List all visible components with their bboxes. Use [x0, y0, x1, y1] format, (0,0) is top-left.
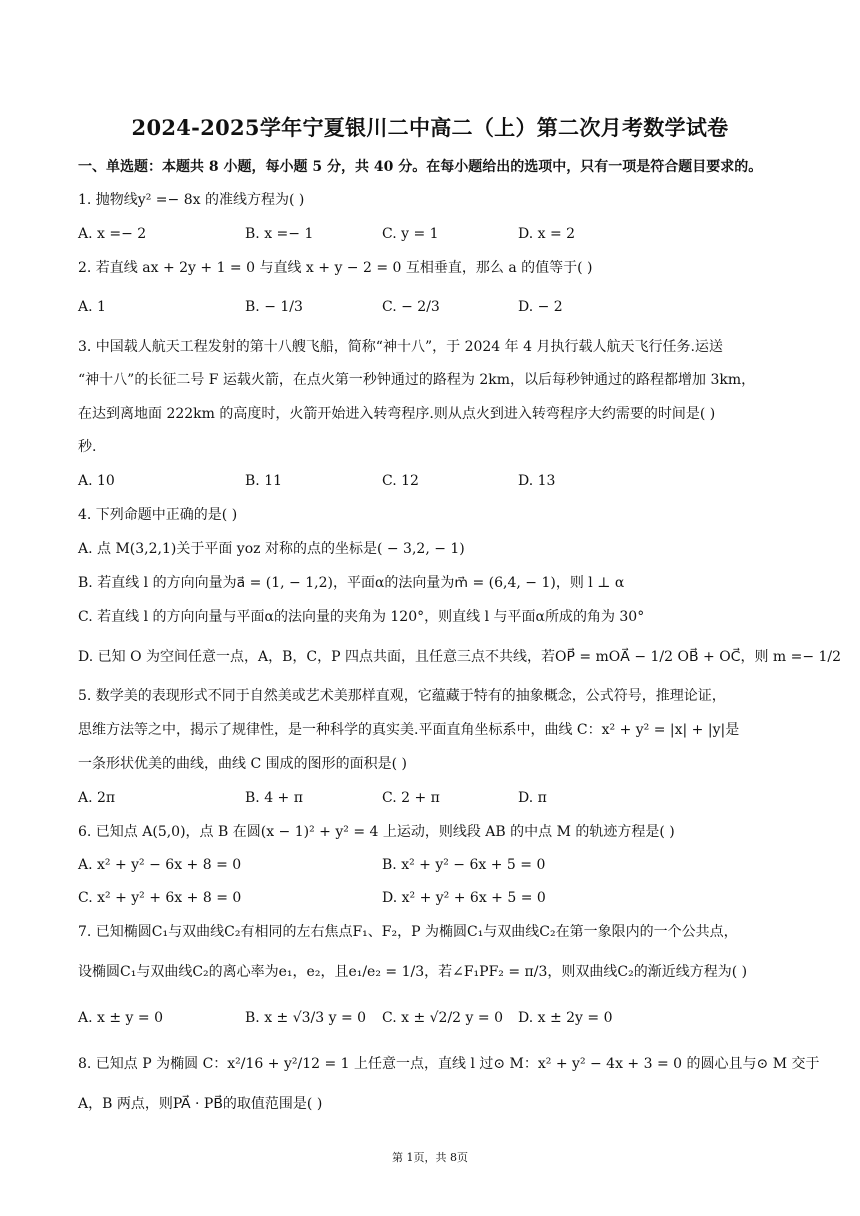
question-5-option-b: B. 4 + π: [245, 790, 303, 806]
question-4-option-a: A. 点 M(3,2,1)关于平面 yoz 对称的点的坐标是( − 3,2, − 1): [78, 541, 465, 557]
question-4-option-b: B. 若直线 l 的方向向量为a⃗ = (1, − 1,2)，平面α的法向量为m⃗ = (6,4, − 1)，则 l ⊥ α: [78, 575, 625, 591]
question-5-option-c: C. 2 + π: [382, 790, 440, 806]
question-6-stem: 6. 已知点 A(5,0)，点 B 在圆(x − 1)² + y² = 4 上运动，则线段 AB 的中点 M 的轨迹方程是( ): [78, 824, 675, 840]
question-1-option-d: D. x = 2: [518, 226, 576, 242]
question-5-option-d: D. π: [518, 790, 547, 806]
question-5-line-3: 一条形状优美的曲线，曲线 C 围成的图形的面积是( ): [78, 756, 407, 772]
question-7-option-d: D. x ± 2y = 0: [518, 1010, 613, 1026]
question-6-option-c: C. x² + y² + 6x + 8 = 0: [78, 890, 242, 906]
question-1-stem: 1. 抛物线y² =− 8x 的准线方程为( ): [78, 192, 305, 208]
question-7-line-2: 设椭圆C₁与双曲线C₂的离心率为e₁，e₂，且e₁/e₂ = 1/3，若∠F₁PF₂ = π/3，则双曲线C₂的渐近线方程为( ): [78, 964, 748, 980]
question-3-option-c: C. 12: [382, 473, 419, 489]
section-heading: 一、单选题：本题共 8 小题，每小题 5 分，共 40 分。在每小题给出的选项中，只有一项是符合题目要求的。: [78, 159, 763, 175]
question-2-option-b: B. − 1/3: [245, 299, 303, 315]
question-3-option-a: A. 10: [78, 473, 115, 489]
question-5-line-2: 思维方法等之中，揭示了规律性，是一种科学的真实美.平面直角坐标系中，曲线 C：x² + y² = |x| + |y|是: [78, 722, 740, 738]
question-2-option-d: D. − 2: [518, 299, 563, 315]
question-3-line-2: “神十八”的长征二号 F 运载火箭，在点火第一秒钟通过的路程为 2km，以后每秒钟通过的路程都增加 3km，: [78, 372, 756, 388]
question-6-option-d: D. x² + y² + 6x + 5 = 0: [382, 890, 546, 906]
page-title: 2024-2025学年宁夏银川二中高二（上）第二次月考数学试卷: [131, 115, 729, 140]
question-1-option-a: A. x =− 2: [78, 226, 147, 242]
question-4-option-c: C. 若直线 l 的方向向量与平面α的法向量的夹角为 120°，则直线 l 与平面α所成的角为 30°: [78, 609, 645, 625]
question-4-option-d: D. 已知 O 为空间任意一点，A，B，C，P 四点共面，且任意三点不共线，若OP⃗ = mOA⃗ − 1/2 OB⃗ + OC⃗，则 m =− 1/2: [78, 649, 842, 665]
question-3-option-d: D. 13: [518, 473, 556, 489]
question-8-line-2: A，B 两点，则PA⃗ · PB⃗的取值范围是( ): [78, 1096, 323, 1112]
page-footer: 第 1页，共 8页: [392, 1151, 468, 1164]
question-4-stem: 4. 下列命题中正确的是( ): [78, 507, 238, 523]
question-7-line-1: 7. 已知椭圆C₁与双曲线C₂有相同的左右焦点F₁、F₂，P 为椭圆C₁与双曲线C₂在第一象限内的一个公共点，: [78, 924, 738, 940]
question-7-option-a: A. x ± y = 0: [78, 1010, 163, 1026]
question-3-option-b: B. 11: [245, 473, 283, 489]
question-5-line-1: 5. 数学美的表现形式不同于自然美或艺术美那样直观，它蕴藏于特有的抽象概念，公式符号，推理论证，: [78, 688, 726, 704]
question-6-option-b: B. x² + y² − 6x + 5 = 0: [382, 857, 546, 873]
question-2-stem: 2. 若直线 ax + 2y + 1 = 0 与直线 x + y − 2 = 0 互相垂直，那么 a 的值等于( ): [78, 260, 593, 276]
question-8-line-1: 8. 已知点 P 为椭圆 C：x²/16 + y²/12 = 1 上任意一点，直线 l 过⊙ M：x² + y² − 4x + 3 = 0 的圆心且与⊙ M 交于: [78, 1056, 820, 1072]
question-3-line-1: 3. 中国载人航天工程发射的第十八艘飞船，简称“神十八”，于 2024 年 4 月执行载人航天飞行任务.运送: [78, 339, 723, 355]
question-2-option-c: C. − 2/3: [382, 299, 440, 315]
question-3-line-3: 在达到离地面 222km 的高度时，火箭开始进入转弯程序.则从点火到进入转弯程序大约需要的时间是( ): [78, 406, 716, 422]
question-7-option-b: B. x ± √3/3 y = 0: [245, 1010, 367, 1026]
question-7-option-c: C. x ± √2/2 y = 0: [382, 1010, 503, 1026]
question-1-option-b: B. x =− 1: [245, 226, 314, 242]
question-5-option-a: A. 2π: [78, 790, 116, 806]
question-1-option-c: C. y = 1: [382, 226, 439, 242]
question-6-option-a: A. x² + y² − 6x + 8 = 0: [78, 857, 242, 873]
question-2-option-a: A. 1: [78, 299, 106, 315]
question-3-line-4: 秒.: [78, 439, 97, 455]
